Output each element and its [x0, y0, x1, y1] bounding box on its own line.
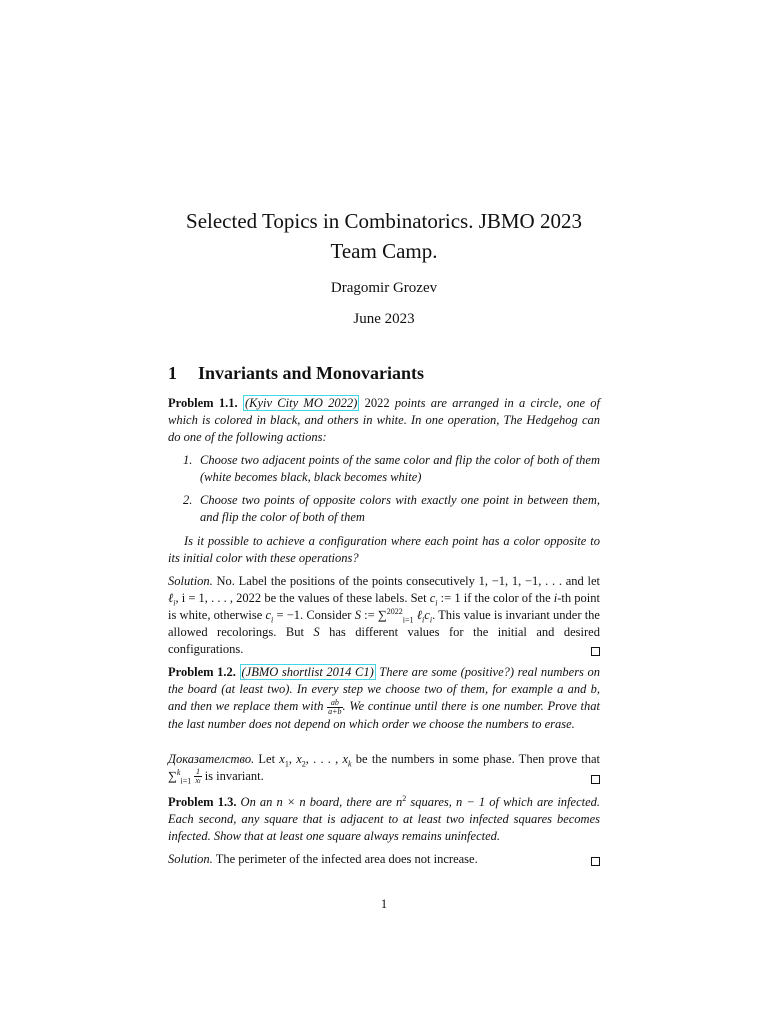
math: ab	[327, 699, 342, 708]
math: b	[590, 682, 597, 696]
problem-text: points are arranged in a circle, one of which is colored in black, and others in white. In one operation, The Hedgehog can do one of the following actions:	[168, 396, 601, 444]
solution-text: . This value is invariant under the allowed recolorings. But	[168, 608, 600, 639]
solution-text: has different values for the initial and desired configurations.	[168, 625, 600, 656]
solution-text: No. Label the positions of the points consecutively 1, −1, 1, −1, . . . and let	[212, 574, 600, 588]
proof-text: be the numbers in some phase. Then prove that ∑	[168, 752, 600, 783]
math: a+b	[328, 706, 342, 716]
problem-label: Problem 1.1.	[168, 396, 238, 410]
solution-label: Solution.	[168, 852, 213, 866]
solution-text: , i = 1, . . . , 2022 be the values of these labels. Set	[175, 591, 430, 605]
qed-square-icon	[591, 647, 600, 656]
list-item-text: Choose two points of opposite colors with exactly one point in between them, and flip the color of both of them	[200, 493, 600, 524]
math: 2	[301, 759, 306, 769]
math: 2	[402, 793, 407, 803]
proof-text: Let	[254, 752, 280, 766]
math: x	[195, 776, 199, 786]
proof-text: , . . . ,	[305, 752, 343, 766]
list-marker: 2.	[183, 493, 193, 507]
math: n − 1	[456, 795, 486, 809]
math: 1	[284, 759, 289, 769]
math: 1	[195, 767, 200, 777]
math: x	[342, 752, 349, 766]
fraction	[194, 768, 201, 786]
solution-text: := 1 if the color of the	[437, 591, 554, 605]
problem-text: and	[563, 682, 591, 696]
section-title: Invariants and Monovariants	[198, 363, 425, 383]
section-number: 1	[168, 363, 177, 383]
math: k	[176, 767, 181, 777]
math: i	[553, 591, 558, 605]
math: n × n	[276, 795, 306, 809]
problem-text: . We continue until there is one number. Prove that the last number does not depend on which order we choose the numbers to erase.	[168, 699, 600, 731]
proof-text: ,	[288, 752, 297, 766]
math: ℓ	[168, 591, 174, 605]
math: i	[422, 615, 425, 625]
math: i=1	[180, 776, 192, 786]
math: i	[198, 779, 201, 786]
math: i	[271, 615, 274, 625]
math: S	[313, 625, 320, 639]
solution-1-3	[168, 851, 600, 868]
problem-text: of which are infected. Each second, any square that is adjacent to at least two infected squares becomes infected. Show that at least one square always remains uninfected.	[168, 795, 601, 843]
problem-text: There are some (positive?) real numbers on the board (at least two). In every step we choose two of them, for example	[168, 665, 600, 696]
math: i	[173, 598, 176, 608]
solution-text: = −1. Consider	[273, 608, 355, 622]
list-item	[183, 492, 600, 526]
title-line-1: Selected Topics in Combinatorics. JBMO 2023	[186, 209, 582, 233]
problem-text: , and then we replace them with	[168, 682, 601, 713]
solution-text: The perimeter of the infected area does not increase.	[212, 852, 478, 866]
problem-label: Problem 1.2.	[168, 665, 236, 679]
author: Dragomir Grozev	[330, 280, 438, 296]
math: S	[354, 608, 361, 622]
qed-square-icon	[591, 857, 600, 866]
problem-1-3	[168, 794, 600, 845]
title-line-2: Team Camp.	[330, 239, 438, 263]
math: i	[429, 615, 433, 625]
math: n	[396, 795, 403, 809]
problem-label: Problem 1.3.	[168, 795, 237, 809]
math: 2022	[386, 606, 403, 616]
proof-label: Доказателство.	[168, 752, 255, 766]
date: June 2023	[353, 311, 415, 327]
qed-square-icon	[591, 775, 600, 784]
list-item-text: Choose two adjacent points of the same color and flip the color of both of them (white becomes black, black becomes white)	[200, 453, 600, 484]
list-item	[183, 452, 600, 486]
section-heading	[168, 363, 424, 384]
math: k	[348, 759, 352, 769]
solution-text: -th point is white, otherwise	[168, 591, 600, 622]
problem-text: 2022	[359, 396, 395, 410]
citation-link[interactable]: (Kyiv City MO 2022)	[244, 396, 358, 410]
solution-1-1	[168, 573, 600, 658]
problem-1-1	[168, 395, 600, 446]
math: ℓ	[416, 608, 423, 622]
citation-link[interactable]: (JBMO shortlist 2014 C1)	[241, 665, 374, 679]
math: i	[435, 598, 438, 608]
math: c	[424, 608, 430, 622]
math: a	[557, 682, 564, 696]
math: c	[429, 591, 436, 605]
math: := ∑	[360, 608, 387, 622]
math: x	[279, 752, 285, 766]
math: i=1	[402, 615, 414, 625]
proof-text: is invariant.	[201, 769, 264, 783]
problem-text: board, there are	[305, 795, 397, 809]
proof-1-2	[168, 751, 600, 786]
document-title	[120, 206, 648, 266]
page-number: 1	[380, 897, 388, 911]
problem-1-2	[168, 664, 600, 733]
problem-text: On an	[236, 795, 277, 809]
math: x	[296, 752, 302, 766]
solution-label: Solution.	[168, 574, 213, 588]
problem-text: squares,	[406, 795, 457, 809]
problem-question: Is it possible to achieve a configuration where each point has a color opposite to its initial color with these operations?	[168, 534, 600, 565]
list-marker: 1.	[183, 453, 193, 467]
math: c	[265, 608, 272, 622]
fraction	[327, 699, 342, 716]
